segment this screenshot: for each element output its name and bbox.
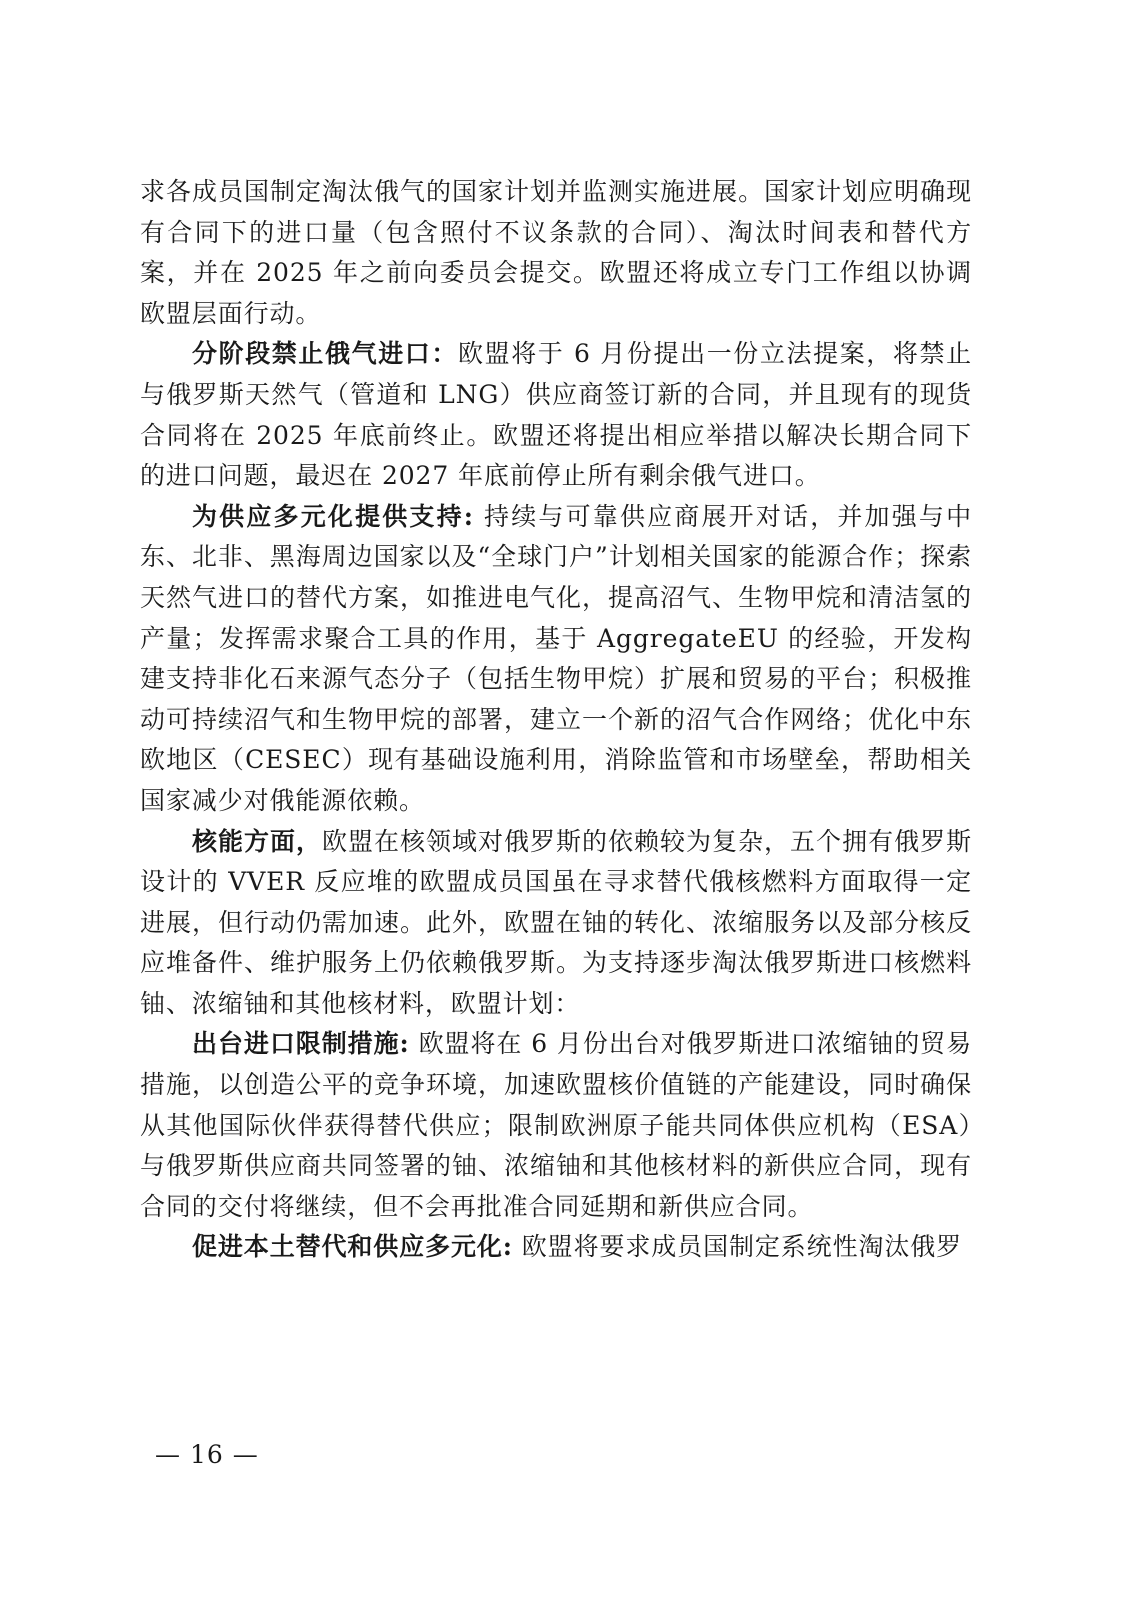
paragraph-3	[140, 497, 972, 822]
paragraph-1-text: 求各成员国制定淘汰俄气的国家计划并监测实施进展。国家计划应明确现有合同下的进口量（包含照付不议条款的合同）、淘汰时间表和替代方案，并在 2025 年之前向委员会提交。欧盟还将成立专门工作组以协调欧盟层面行动。	[140, 177, 972, 328]
paragraph-5	[140, 1024, 972, 1227]
paragraph-2-lead: 分阶段禁止俄气进口：	[192, 339, 458, 369]
paragraph-5-text: 欧盟将在 6 月份出台对俄罗斯进口浓缩铀的贸易措施，以创造公平的竞争环境，加速欧盟核价值链的产能建设，同时确保从其他国际伙伴获得替代供应；限制欧洲原子能共同体供应机构（ESA）与俄罗斯供应商共同签署的铀、浓缩铀和其他核材料的新供应合同，现有合同的交付将继续，但不会再批准合同延期和新供应合同。	[140, 1029, 972, 1221]
document-body	[140, 172, 972, 1268]
paragraph-2	[140, 334, 972, 496]
paragraph-2-text: 欧盟将于 6 月份提出一份立法提案，将禁止与俄罗斯天然气（管道和 LNG）供应商签订新的合同，并且现有的现货合同将在 2025 年底前终止。欧盟还将提出相应举措以解决长期合同下的进口问题，最迟在 2027 年底前停止所有剩余俄气进口。	[140, 339, 972, 491]
paragraph-4-text: 欧盟在核领域对俄罗斯的依赖较为复杂，五个拥有俄罗斯设计的 VVER 反应堆的欧盟成员国虽在寻求替代俄核燃料方面取得一定进展，但行动仍需加速。此外，欧盟在铀的转化、浓缩服务以及部分核反应堆备件、维护服务上仍依赖俄罗斯。为支持逐步淘汰俄罗斯进口核燃料铀、浓缩铀和其他核材料，欧盟计划：	[140, 826, 972, 1018]
paragraph-3-text: 持续与可靠供应商展开对话，并加强与中东、北非、黑海周边国家以及“全球门户”计划相关国家的能源合作；探索天然气进口的替代方案，如推进电气化，提高沼气、生物甲烷和清洁氢的产量；发挥需求聚合工具的作用，基于 AggregateEU 的经验，开发构建支持非化石来源气态分子（包括生物甲烷）扩展和贸易的平台；积极推动可持续沼气和生物甲烷的部署，建立一个新的沼气合作网络；优化中东欧地区（CESEC）现有基础设施利用，消除监管和市场壁垒，帮助相关国家减少对俄能源依赖。	[140, 501, 972, 815]
paragraph-6-text: 欧盟将要求成员国制定系统性淘汰俄罗	[512, 1232, 963, 1262]
page-number: — 16 —	[155, 1440, 259, 1469]
paragraph-3-lead: 为供应多元化提供支持:	[192, 501, 474, 531]
paragraph-1	[140, 172, 972, 334]
paragraph-4	[140, 822, 972, 1025]
paragraph-5-lead: 出台进口限制措施:	[192, 1029, 410, 1059]
paragraph-6-lead: 促进本土替代和供应多元化:	[192, 1232, 513, 1262]
paragraph-4-lead: 核能方面，	[192, 826, 323, 856]
paragraph-6	[140, 1227, 972, 1268]
